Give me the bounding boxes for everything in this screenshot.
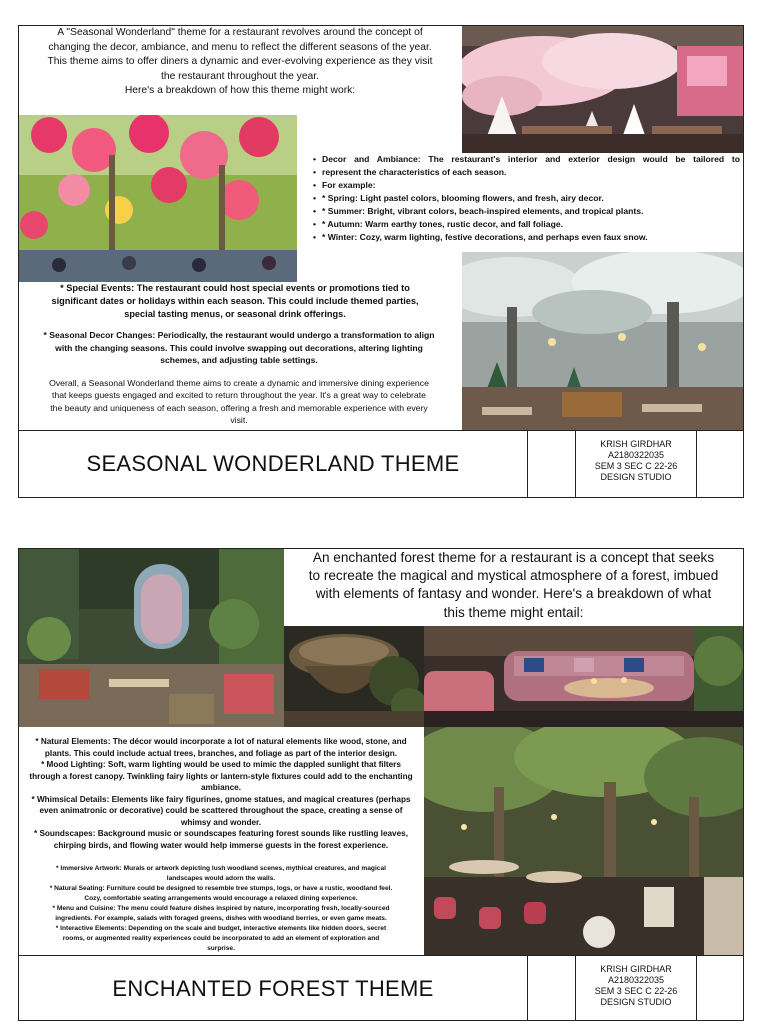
title-strip bbox=[19, 430, 743, 498]
board-enchanted-forest bbox=[18, 548, 744, 1021]
forest-extra-points bbox=[19, 864, 423, 954]
text-line: the restaurant throughout the year. bbox=[161, 70, 319, 82]
text-line: * Spring: Light pastel colors, blooming flowers, and fresh, airy decor. bbox=[322, 193, 604, 203]
enrollment-number: A2180322035 bbox=[607, 975, 665, 985]
garden-courtyard-photo bbox=[19, 549, 284, 727]
text-line: * Interactive Elements: Depending on the scale and budget, interactive elements like hidden doors, secret bbox=[55, 925, 387, 932]
text-line: * Whimsical Details: Elements like fairy figurines, gnome statues, and magical creatures (perhaps bbox=[31, 794, 411, 804]
text-line: A "Seasonal Wonderland" theme for a restaurant revolves around the concept of bbox=[57, 27, 423, 38]
page-title: ENCHANTED FOREST THEME bbox=[112, 976, 434, 1001]
text-line: Overall, a Seasonal Wonderland theme aims to create a dynamic and immersive dining experience bbox=[49, 378, 429, 388]
text-line: whimsy and wonder. bbox=[180, 817, 262, 827]
semester-section: SEM 3 SEC C 22-26 bbox=[594, 986, 678, 996]
list-item bbox=[322, 218, 740, 231]
text-line: * Immersive Artwork: Murals or artwork depicting lush woodland scenes, mythical creatures, and magical bbox=[56, 865, 386, 872]
text-line: surprise. bbox=[207, 945, 235, 952]
course-name: DESIGN STUDIO bbox=[600, 472, 672, 482]
text-line: visit. bbox=[230, 414, 248, 425]
text-line: For example: bbox=[322, 180, 376, 190]
text-line: * Natural Seating: Furniture could be designed to resemble tree stumps, logs, or have a rustic, woodland feel. bbox=[49, 885, 393, 892]
text-line: the beauty and uniqueness of each season, offering a fresh and memorable experience with every bbox=[50, 402, 428, 413]
seasonal-ambiance-list bbox=[312, 153, 740, 244]
text-line: through a forest canopy. Twinkling fairy lights or lantern-style fixtures could add to the enchanting bbox=[29, 771, 413, 781]
list-item bbox=[322, 231, 740, 244]
page-title: SEASONAL WONDERLAND THEME bbox=[86, 451, 460, 476]
text-line: to recreate the magical and mystical atmosphere of a forest, imbued bbox=[308, 568, 719, 584]
text-line: changing the decor, ambiance, and menu to reflect the different seasons of the year. bbox=[48, 41, 432, 53]
text-line: * Winter: Cozy, warm lighting, festive decorations, and perhaps even faux snow. bbox=[322, 232, 648, 242]
author-name: KRISH GIRDHAR bbox=[600, 964, 672, 974]
text-line: An enchanted forest theme for a restaurant is a concept that seeks bbox=[312, 550, 715, 565]
text-line: * Natural Elements: The décor would incorporate a lot of natural elements like wood, stone, and bbox=[35, 737, 407, 746]
floral-canopy-photo bbox=[19, 115, 297, 282]
divider bbox=[527, 431, 528, 497]
list-item bbox=[322, 153, 740, 166]
enrollment-number: A2180322035 bbox=[607, 450, 665, 460]
text-line: even animatronic or decorative) could be scattered throughout the space, creating a sense of bbox=[39, 806, 403, 815]
text-line: * Summer: Bright, vibrant colors, beach-inspired elements, and tropical plants. bbox=[322, 206, 644, 216]
divider bbox=[696, 956, 697, 1020]
overall-summary-text bbox=[19, 377, 459, 426]
text-line: represent the characteristics of each season. bbox=[322, 167, 507, 177]
list-item bbox=[322, 166, 740, 179]
list-item bbox=[322, 205, 740, 218]
list-item bbox=[322, 192, 740, 205]
text-line: significant dates or holidays within each season. This could include themed parties, bbox=[51, 296, 419, 306]
text-line: ambiance. bbox=[200, 783, 242, 792]
forest-main-points bbox=[19, 736, 423, 851]
text-line: * Soundscapes: Background music or soundscapes featuring forest sounds like rustling leaves, bbox=[34, 829, 408, 838]
text-line: Cozy, comfortable seating arrangements would encourage a relaxed dining experience. bbox=[84, 895, 358, 902]
list-item bbox=[322, 179, 740, 192]
text-line: ingredients. For example, salads with foraged greens, dishes with woodland berries, or even game meats. bbox=[55, 915, 387, 922]
text-line: * Mood Lighting: Soft, warm lighting would be used to mimic the dappled sunlight that filters bbox=[41, 760, 401, 769]
author-name: KRISH GIRDHAR bbox=[600, 439, 672, 449]
credit-block bbox=[576, 964, 696, 1008]
text-line: Here's a breakdown of how this theme might work: bbox=[124, 85, 356, 96]
pink-blossom-interior-photo bbox=[462, 26, 743, 153]
divider bbox=[696, 431, 697, 497]
text-line: schemes, and adjusting table settings. bbox=[160, 355, 318, 365]
text-line: with elements of fantasy and wonder. Here's a breakdown of what bbox=[315, 586, 712, 602]
semester-section: SEM 3 SEC C 22-26 bbox=[594, 461, 678, 471]
pink-velvet-booth-photo bbox=[424, 626, 743, 727]
text-line: this theme might entail: bbox=[443, 604, 584, 620]
text-line: * Autumn: Warm earthy tones, rustic decor, and fall foliage. bbox=[322, 219, 563, 229]
text-line: * Menu and Cuisine: The menu could feature dishes inspired by nature, incorporating fresh, locally-sourced bbox=[52, 905, 390, 912]
stone-urn-foliage-photo bbox=[284, 626, 424, 727]
decor-changes-text bbox=[19, 329, 459, 367]
board-seasonal-wonderland bbox=[18, 25, 744, 498]
title-strip bbox=[19, 955, 743, 1021]
text-line: * Seasonal Decor Changes: Periodically, the restaurant would undergo a transformation to align bbox=[43, 330, 435, 340]
forest-intro bbox=[284, 549, 743, 622]
text-line: * Special Events: The restaurant could host special events or promotions tied to bbox=[60, 283, 410, 293]
text-line: special tasting menus, or seasonal drink offerings. bbox=[124, 309, 346, 319]
seasonal-intro bbox=[19, 26, 461, 99]
special-events-text bbox=[19, 282, 451, 321]
text-line: with the changing seasons. This could involve swapping out decorations, altering lighting bbox=[55, 342, 423, 353]
forest-dining-room-photo bbox=[424, 727, 743, 955]
divider bbox=[527, 956, 528, 1020]
text-line: plants. This could include actual trees, branches, and foliage as part of the interior design. bbox=[44, 748, 398, 758]
text-line: rooms, or augmented reality experiences could be incorporated to add an element of exploration and bbox=[62, 935, 380, 942]
text-line: that keeps guests engaged and excited to return throughout the year. It's a great way to celebrate bbox=[51, 390, 427, 401]
text-line: chirping birds, and flowing water would help immerse guests in the forest experience. bbox=[53, 840, 389, 850]
text-line: Decor and Ambiance: The restaurant's interior and exterior design would be tailored to bbox=[322, 154, 740, 164]
course-name: DESIGN STUDIO bbox=[600, 997, 672, 1007]
text-line: This theme aims to offer diners a dynamic and ever-evolving experience as they visit bbox=[47, 56, 433, 67]
winter-tree-greenhouse-photo bbox=[462, 252, 743, 430]
credit-block bbox=[576, 439, 696, 483]
text-line: landscapes would adorn the walls. bbox=[166, 875, 276, 882]
